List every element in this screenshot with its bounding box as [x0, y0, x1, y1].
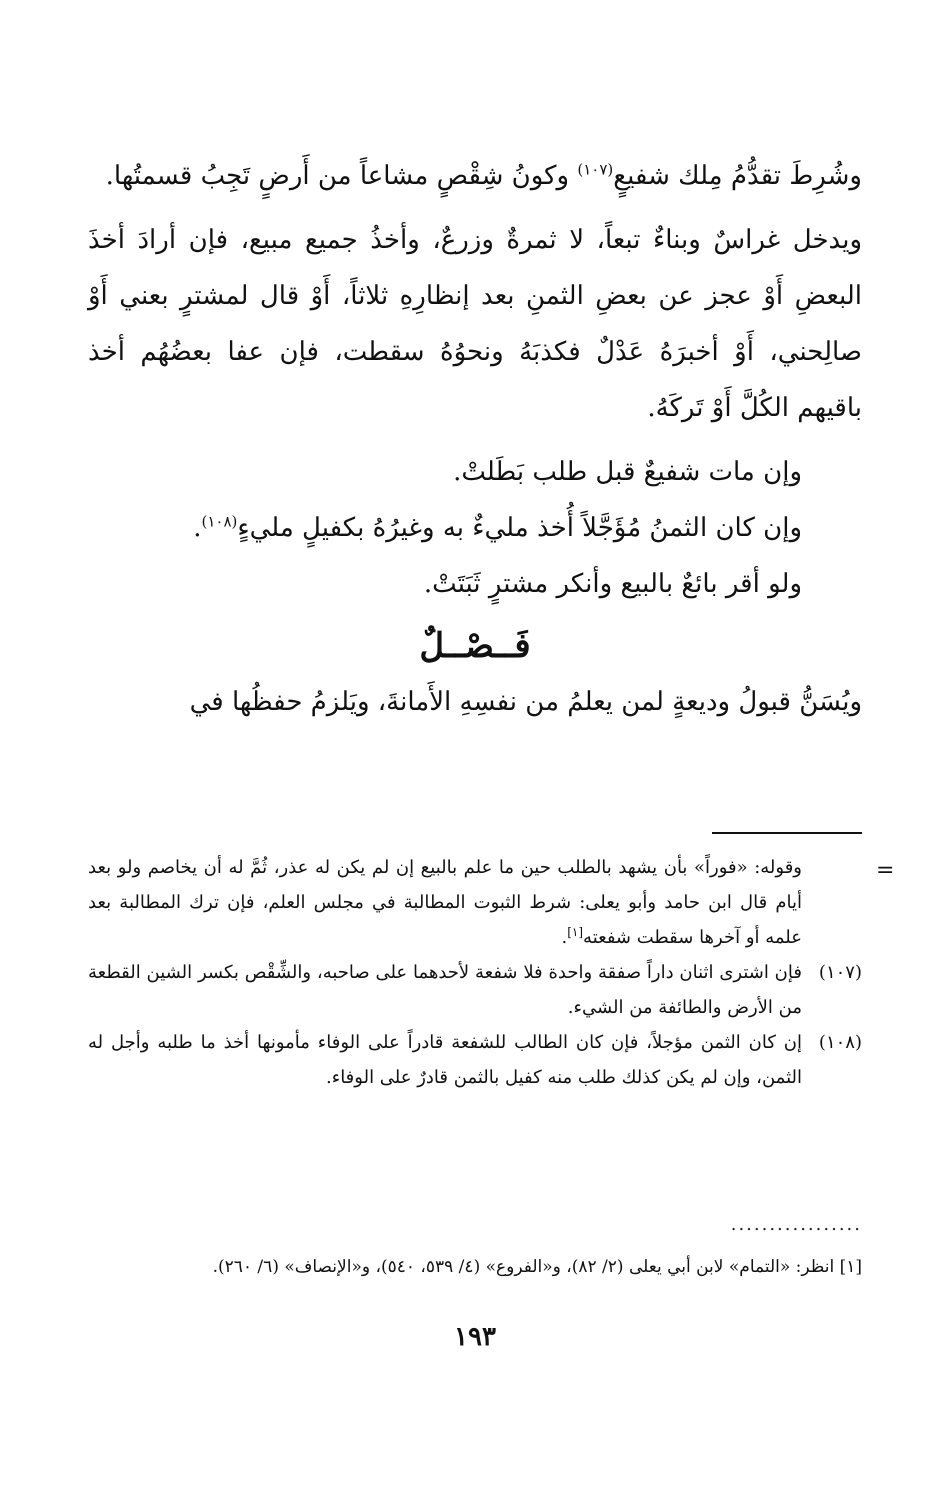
section-heading: فَــصْــلٌ: [419, 626, 531, 666]
page-number: ١٩٣: [454, 1322, 496, 1352]
paragraph-seller-admission: ولو أقر بائعٌ بالبيع وأنكر مشترٍ ثَبَتَتْ.: [423, 569, 802, 599]
paragraph-deposit: ويُسَنُّ قبولُ وديعةٍ لمن يعلمُ من نفسِهِ الأَمانةَ، ويَلزمُ حفظُها في: [189, 687, 862, 717]
editor-note: [١] انظر: «التمام» لابن أبي يعلى (٢/ ٨٢)، و«الفروع» (٤/ ٥٣٩، ٥٤٠)، و«الإنصاف» (٦/ ٢٦٠).: [212, 1257, 862, 1277]
editor-note-ref: [١]: [567, 925, 584, 939]
footnote-108: (١٠٨) إن كان الثمن مؤجلاً، فإن كان الطالب للشفعة قادراً على الوفاء مأمونها أخذ ما طلبه وأجل له الثمن، وإن لم يكن كذلك طلب منه كفيل بالثمن قادرٌ على الوفاء.: [88, 1025, 862, 1095]
paragraph-death-of-preemptor: وإن مات شفيعٌ قبل طلب بَطَلتْ.: [453, 457, 802, 487]
paragraph-preemption-conditions: وشُرِطَ تقدُّمُ مِلك شفيعٍ$^{(١٠٧)}$ وكونُ شِقْصٍ مشاعاً من أَرضٍ تَجِبُ قسمتُها.: [105, 160, 862, 191]
footnote-divider: [712, 832, 862, 834]
main-text: [88, 148, 862, 730]
footnote-number: (١٠٧): [818, 962, 862, 983]
footnote-107: (١٠٧) فإن اشترى اثنان داراً صفقة واحدة فلا شفعة لأحدهما على صاحبه، والشِّقْص بكسر الشين القطعة من الأرض والطائفة من الشيء.: [88, 955, 862, 1025]
continuation-mark: =: [876, 858, 895, 883]
paragraph-included-items: ويدخل غراسٌ وبناءٌ تبعاً، لا ثمرةٌ وزرعٌ، وأخذُ جميع مبيع، فإن أرادَ أخذَ البعضِ أَوْ عجز عن بعضِ الثمنِ بعد إنظارِهِ ثلاثاً، أَوْ قال لمشترٍ بعني أَوْ صالِحني، أَوْ أخبرَهُ عَدْلٌ فكذبَهُ ونحوُهُ سقطت، فإن عفا بعضُهُم أخذ باقيهم الكُلَّ أَوْ تَركَهُ.: [88, 225, 862, 423]
footnotes: [88, 850, 862, 1095]
paragraph-deferred-price: وإن كان الثمنُ مُؤَجَّلاً أُخذ مليءٌ به وغيرُهُ بكفيلٍ مليءٍ$^{(١٠٨)}$.: [193, 512, 802, 543]
footnote-number: (١٠٨): [818, 1032, 862, 1053]
dotted-separator: .................: [730, 1214, 862, 1235]
footnote-continued: وقوله: «فوراً» بأن يشهد بالطلب حين ما علم بالبيع إن لم يكن له عذر، ثُمَّ له أن يخاصم ولو بعد أيام قال ابن حامد وأبو يعلى: شرط الثبوت المطالبة في مجلس العلم، فإن ترك المطالبة بعد علمه أو آخرها سقطت شفعته[١].: [88, 857, 802, 948]
footnote-ref-107: (١٠٧): [577, 160, 614, 179]
footnote-ref-108: (١٠٨): [201, 512, 238, 531]
